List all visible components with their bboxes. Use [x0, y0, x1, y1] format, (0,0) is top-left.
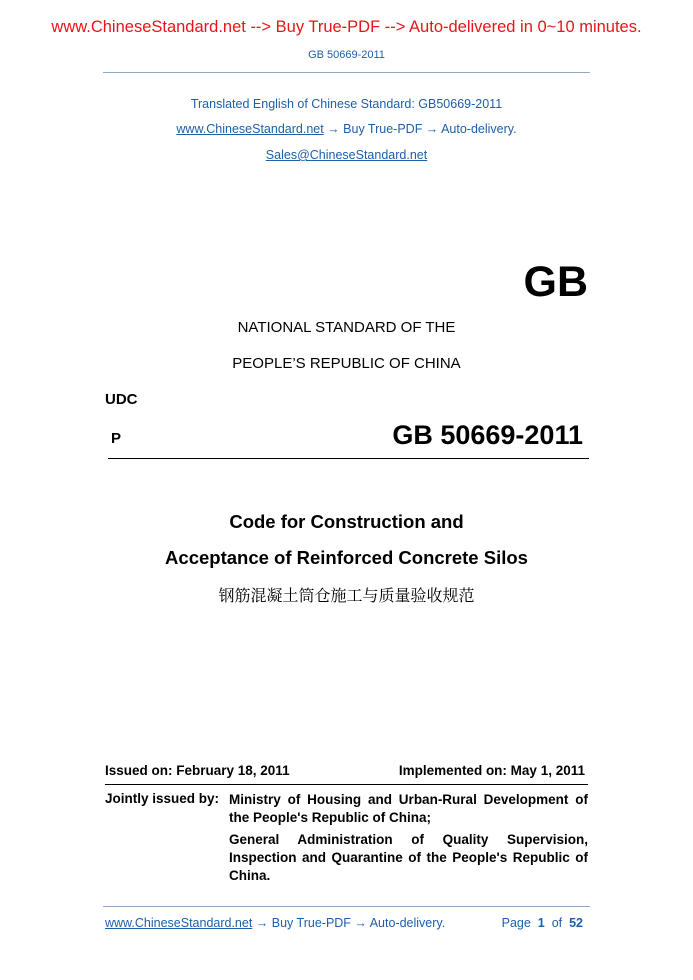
title-line1: Code for Construction and — [229, 511, 464, 532]
footer-purchase-line — [105, 916, 445, 930]
title-line2: Acceptance of Reinforced Concrete Silos — [165, 547, 528, 568]
issued-date: Issued on: February 18, 2011 — [105, 763, 290, 778]
sales-email-link[interactable]: Sales@ChineseStandard.net — [265, 148, 428, 162]
chinese-title: 钢筋混凝土筒仓施工与质量验收规范 — [218, 588, 475, 605]
gb-mark: GB — [523, 258, 588, 306]
of-word: of — [551, 916, 563, 930]
header-standard-code: GB 50669-2011 — [308, 49, 385, 61]
title-divider — [108, 458, 589, 459]
dates-divider — [105, 784, 588, 785]
standard-number: GB 50669-2011 — [392, 420, 583, 450]
page-total: 52 — [569, 916, 583, 930]
page-word: Page — [501, 916, 531, 930]
issuer-ministry: Ministry of Housing and Urban-Rural Development of the People's Republic of China; — [229, 792, 588, 825]
purchase-line — [0, 122, 693, 136]
footer-divider — [103, 906, 590, 907]
site-link[interactable]: www.ChineseStandard.net — [176, 122, 324, 136]
p-label: P — [111, 430, 122, 447]
purchase-suffix: → Buy True-PDF → Auto-delivery. — [323, 122, 517, 136]
translated-notice: Translated English of Chinese Standard: GB50669-2011 — [190, 97, 503, 111]
issuer-aqsiq: General Administration of Quality Supervision, Inspection and Quarantine of the People's Republic of China. — [229, 832, 588, 883]
page-current: 1 — [537, 916, 545, 930]
footer-site-link[interactable]: www.ChineseStandard.net — [105, 916, 253, 930]
promo-banner[interactable]: www.ChineseStandard.net --> Buy True-PDF --> Auto-delivered in 0~10 minutes. — [51, 18, 642, 36]
national-standard-line1: NATIONAL STANDARD OF THE — [237, 319, 456, 336]
footer-purchase-suffix: → Buy True-PDF → Auto-delivery. — [252, 916, 446, 930]
national-standard-line2: PEOPLE’S REPUBLIC OF CHINA — [232, 355, 461, 372]
page-indicator — [502, 916, 583, 930]
implemented-date: Implemented on: May 1, 2011 — [398, 763, 585, 778]
jointly-issued-label: Jointly issued by: — [105, 791, 220, 806]
udc-label: UDC — [105, 391, 138, 408]
header-divider — [103, 72, 590, 73]
sales-email-line — [0, 148, 693, 162]
